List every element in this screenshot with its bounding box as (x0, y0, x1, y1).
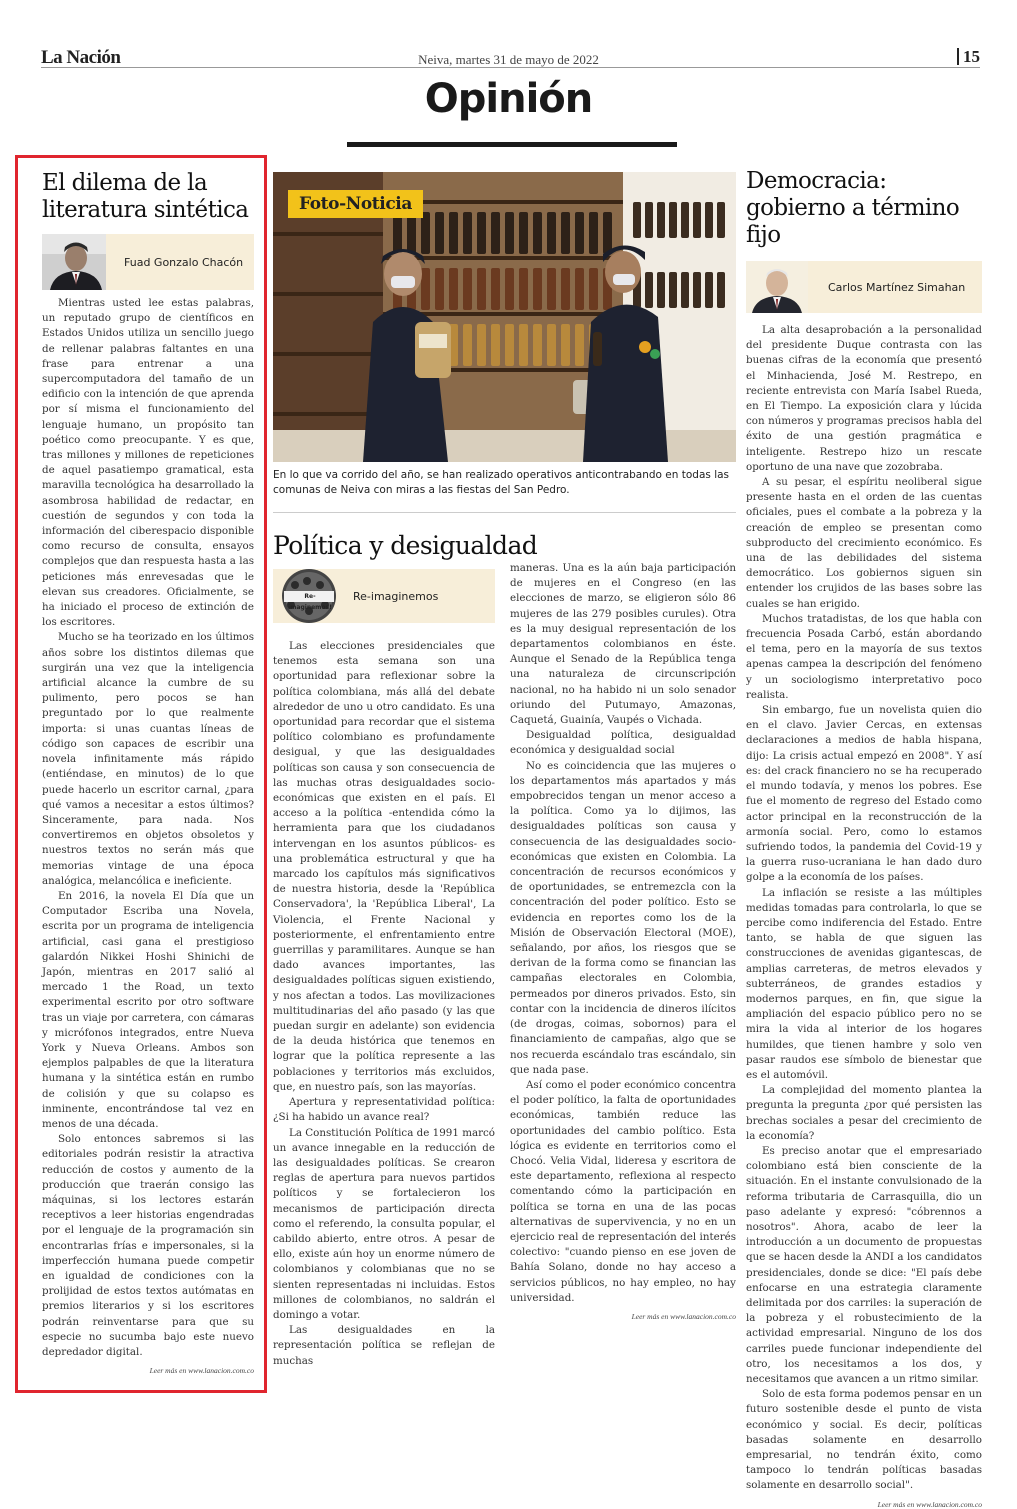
mid-author-box (273, 569, 495, 623)
right-author-box (746, 261, 982, 313)
mid-article (273, 531, 736, 1369)
right-article-body (746, 323, 982, 1494)
right-article (746, 168, 982, 1509)
paragraph: maneras. Una es la aún baja participación de mujeres en el Congreso (en las elecciones de marzo, se eligieron sólo 86 mujeres de las 279 posibles curules). Otra es la muy desigual representación de los departamentos colombianos en éste. Aunque el Senado de la República tenga una naturaleza de circunscripción nacional, no ha habido ni un solo senador oriundo del Putumayo, Amazonas, Caquetá, Guainía, Vaupés o Vichada. (510, 562, 736, 727)
reimaginemos-logo-text: Re-imaginemos! (288, 593, 332, 611)
left-author-name: Fuad Gonzalo Chacón (124, 255, 244, 269)
left-author-box (42, 234, 254, 290)
reimaginemos-logo (273, 569, 343, 623)
paragraph: En 2016, la novela El Día que un Computador Escriba una Novela, escrita por un programa de inteligencia artificial, casi gana el prestigioso galardón Nikkei Hoshi Shinichi de Japón, mientras en 2017 salió al mercado 1 the Road, un texto experimental escrito por otro software tras un viaje por carretera, con cámaras y micrófonos integrados, entre Nueva York y Nueva Orleans. Ambos son ejemplos palpables de que la literatura humana y la sintética están en rumbo de colisión y que su colapso es inminente, encontrándose tal vez en menos de una década. (42, 889, 254, 1130)
read-more-link[interactable]: Leer más en www.lanacion.com.co (877, 1499, 982, 1509)
mid-article-headline: Política y desigualdad (273, 531, 538, 560)
paragraph: Es preciso anotar que el empresariado colombiano está bien consciente de la situación. En el instante convulsionado de la reforma tributaria de Carrasquilla, dio un paso adelante y expresó: "cóbrennos a nosotros". Ahora, acabo de leer la introducción a un documento de propuestas que se hacen desde la ANDI a los candidatos presidenciales, donde se dice: "El país debe enfocarse en una estrategia claramente delimitada por dos carriles: la superación de la pobreza y el robustecimiento de la actividad empresarial. Ninguno de los dos carriles puede funcionar independiente del otro, los necesitamos a los dos, y necesitamos que avancen a un ritmo similar. (746, 1144, 982, 1386)
paragraph: La alta desaprobación a la personalidad del presidente Duque contrasta con las buenas cifras de la economía que presentó el Minhacienda, José M. Restrepo, en reciente entrevista con María Isabel Rueda, en El Tiempo. La exposición clara y lúcida con números y programas precisos habla del éxito de una gestión pragmática e inteligente. Restrepo hizo un rescate oportuno de una nave que zozobraba. (746, 324, 982, 473)
paragraph: Así como el poder económico concentra el poder político, la falta de oportunidades económicas, también reduce las oportunidades del cambio político. Esta lógica es evidente en territorios como el Chocó. Velia Vidal, lideresa y escritora de este departamento, reflexiona al respecto comentando cómo la participación en política se torna en una de las pocas alternativas de supervivencia, y no en un ejercicio real de representación del interés colectivo: "cuando pienso en ese joven de Bahía Solano, donde no hay acceso a servicios públicos, no hay empleo, no hay universidad. (510, 1078, 736, 1304)
paragraph: Solo entonces sabremos si las editoriales podrán resistir la atractiva reducción de costos y aumento de la producción que traerán consigo las máquinas, si los lectores estarán receptivos a leer historias engendradas por el lenguaje de la programación sin encontrarlas frías e impersonales, si la imperfección humana puede competir en igualdad de condiciones con la prolijidad de estos textos autómatas en premios literarios y si los escritores podrán reinventarse para que su especie no sucumba bajo este nuevo depredador digital. (42, 1133, 254, 1359)
right-author-name: Carlos Martínez Simahan (828, 280, 966, 294)
left-article (15, 155, 267, 1393)
masthead-logo: La Nación (41, 47, 121, 68)
paragraph: La inflación se resiste a las múltiples medidas tomadas para controlarla, lo que se percibe como indiferencia del Estado. Entre tanto, se habla de que siguen las construcciones de avenidas gigantescas, de amplias carreteras, de metros elevados y subterráneos, de grandes estadios y modernos parques, en fin, que sigue la ampliación del espacio público pero no se mira la vida al interior de los hogares humildes, que tienen hambre y solo ven pasar raudos ese símbolo de bienestar que es el automóvil. (746, 886, 982, 1081)
paragraph: Muchos tratadistas, de los que habla con frecuencia Posada Carbó, están abordando el tema, pero en la mayoría de sus textos apenas campea la descripción del fenómeno y un sociologismo interpretativo poco realista. (746, 612, 982, 701)
read-more-link[interactable]: Leer más en www.lanacion.com.co (631, 1311, 736, 1321)
paragraph: No es coincidencia que las mujeres o los departamentos más apartados y más empobrecidos tengan un menor acceso a la política. Como ya lo dijimos, las desigualdades políticas son causa y consecuencia de las desigualdades socio-económicas que existen en Colombia. La concentración de recursos económicos y de oportunidades, se entremezcla con la concentración del poder político. Esto se evidencia en reportes como los de la Misión de Observación Electoral (MOE), señalando, por años, los riesgos que se derivan de la forma como se financian las campañas electorales en Colombia, permeados por dineros privados. Esto, sin contar con la incidencia de dineros ilícitos (de drogas, coimas, sobornos) para el financiamiento de campañas, algo que se nos recuerda escándalo tras escándalo, sin que nada pase. (510, 759, 736, 1076)
paragraph: Sin embargo, fue un novelista quien dio en el clavo. Javier Cercas, en extensas declaraciones a medios de habla hispana, dijo: La crisis actual empezó en 2008". Y así es: del crack financiero no se ha recuperado el mundo todavía, y menos los pobres. Ese fue el momento de regreso del Estado como actor principal en la reconstrucción de la armonía social. Pero, como lo estamos sufriendo todos, la pandemia del Covid-19 y la guerra ruso-ucraniana le han dado duro golpe a la economía de los países. (746, 704, 982, 884)
dateline: Neiva, martes 31 de mayo de 2022 (418, 52, 599, 67)
paragraph: Las elecciones presidenciales que tenemos esta semana son una oportunidad para reflexionar sobre la política colombiana, más allá del debate alrededor de uno u otro candidato. Es una oportunidad para recordar que el sistema político colombiano es profundamente desigual, y que las desigualdades políticas son causa y son consecuencia de las muchas otras desigualdades socio-económicas que existen en el país. El acceso a la política -entendida cómo la herramienta para que los ciudadanos intervengan en los asuntos públicos- es una problemática estructural y que ha marcado los capítulos más significativos de nuestra historia, desde la 'República Conservadora', la 'República Liberal', La Violencia, el Frente Nacional y posteriormente, el enfrentamiento entre guerrillas y paramilitares. Aunque se han dado avances importantes, las desigualdades políticas siguen existiendo, y nos afectan a todos. Las movilizaciones multitudinarias del año pasado (y las que puedan surgir en adelante) son evidencia de la deuda histórica que tenemos en lograr que la política represente a las poblaciones y territorios más excluidos, que, en nuestro país, son las mayorías. (273, 640, 495, 1093)
news-photo (273, 172, 736, 462)
middle-column (273, 172, 736, 1369)
paragraph: Mientras usted lee estas palabras, un reputado grupo de científicos en Estados Unidos utiliza un sencillo juego de rellenar palabras faltantes en una frase para entrenar a una supercomputadora del tamaño de un edificio con la intención de que aprenda por sí misma el funcionamiento del lenguaje humano, un propósito tan poético como preocupante. Y es que, tras millones y millones de repeticiones de aquel pasatiempo gramatical, esta maravilla tecnológica ha desarrollado la asombrosa habilidad de redactar, en cuestión de segundos y con toda la información del ciberespacio disponible como recurso de consulta, ensayos complejos que dan respuesta hasta a las peticiones más enrevesadas que le elevan sus creadores. Oficialmente, se ha iniciado el proceso de extinción de los escritores. (42, 297, 254, 629)
mid-author-name: Re-imaginemos (353, 589, 439, 603)
page-number: 15 (957, 48, 980, 65)
paragraph: Las desigualdades en la representación política se reflejan de muchas (273, 1324, 495, 1367)
section-title: Opinión (424, 76, 593, 122)
header-divider (41, 67, 980, 68)
read-more-link[interactable]: Leer más en www.lanacion.com.co (149, 1366, 254, 1376)
mid-article-column-b (510, 561, 736, 1369)
left-article-body (42, 296, 254, 1360)
section-divider (347, 142, 677, 147)
mid-article-column-a (273, 561, 495, 1369)
photo-caption: En lo que va corrido del año, se han realizado operativos anticontrabando en todas las comunas de Neiva con miras a las fiestas del San Pedro. (273, 469, 730, 496)
mid-article-body-a (273, 639, 495, 1369)
paragraph: Solo de esta forma podemos pensar en un futuro sostenible desde el punto de vista económico y social. Es decir, políticas basadas solamente en desarrollo empresarial, no tendrán éxito, como tampoco lo tendrán políticas basadas solamente en desarrollo social". (746, 1388, 982, 1492)
paragraph: La complejidad del momento plantea la pregunta la pregunta ¿por qué persisten las brechas sociales a pesar del crecimiento de la economía? (746, 1084, 982, 1142)
author-photo (42, 234, 106, 290)
author-photo (746, 261, 808, 313)
mid-article-body-b (510, 561, 736, 1306)
right-article-headline: Democracia: gobierno a término fijo (746, 168, 960, 248)
photo-news-label: Foto-Noticia (288, 190, 423, 218)
left-article-headline: El dilema de la literatura sintética (42, 170, 249, 223)
paragraph: A su pesar, el espíritu neoliberal sigue presente hasta en el orden de las cuentas oficiales, pues el combate a la pobreza y la creación de empleo se presentan como subproducto del crecimiento económico. Es una de las debilidades del sistema democrático. Los gobiernos siguen sin entender los crujidos de las bases sobre las cuales se han erigido. (746, 476, 982, 610)
subheading: Desigualdad política, desigualdad económica y desigualdad social (510, 729, 736, 757)
paragraph: La Constitución Política de 1991 marcó un avance innegable en la reducción de las desigualdades políticas. Se crearon reglas de apertura para nuevos partidos políticos y se fortalecieron los mecanismos de participación directa como el referendo, la consulta popular, el cabildo abierto, entre otros. A pesar de ello, existe aún hoy un enorme número de colombianos y colombianas que no se sienten representadas ni incluidas. Estos millones de colombianos, no saldrán el domingo a votar. (273, 1126, 495, 1321)
paragraph: Mucho se ha teorizado en los últimos años sobre los distintos dilemas que surgirán una vez que la inteligencia artificial alcance la cumbre de su pulimento, pero pocos se han preguntado por lo que realmente importa: si unas cuantas líneas de código son capaces de escribir una novela infinitamente más rápido (entiéndase, en minutos) de lo que puede hacerlo un escritor carnal, ¿para qué vamos a necesitar a estos últimos? Sinceramente, para nada. Nos convertiremos en objetos obsoletos y nuestros textos no serán más que memorias vintage de una época analógica, melancólica e ineficiente. (42, 631, 254, 887)
mid-article-columns (273, 561, 736, 1369)
caption-divider (273, 512, 736, 513)
subheading: Apertura y representatividad política: ¿Si ha habido un avance real? (273, 1096, 495, 1124)
